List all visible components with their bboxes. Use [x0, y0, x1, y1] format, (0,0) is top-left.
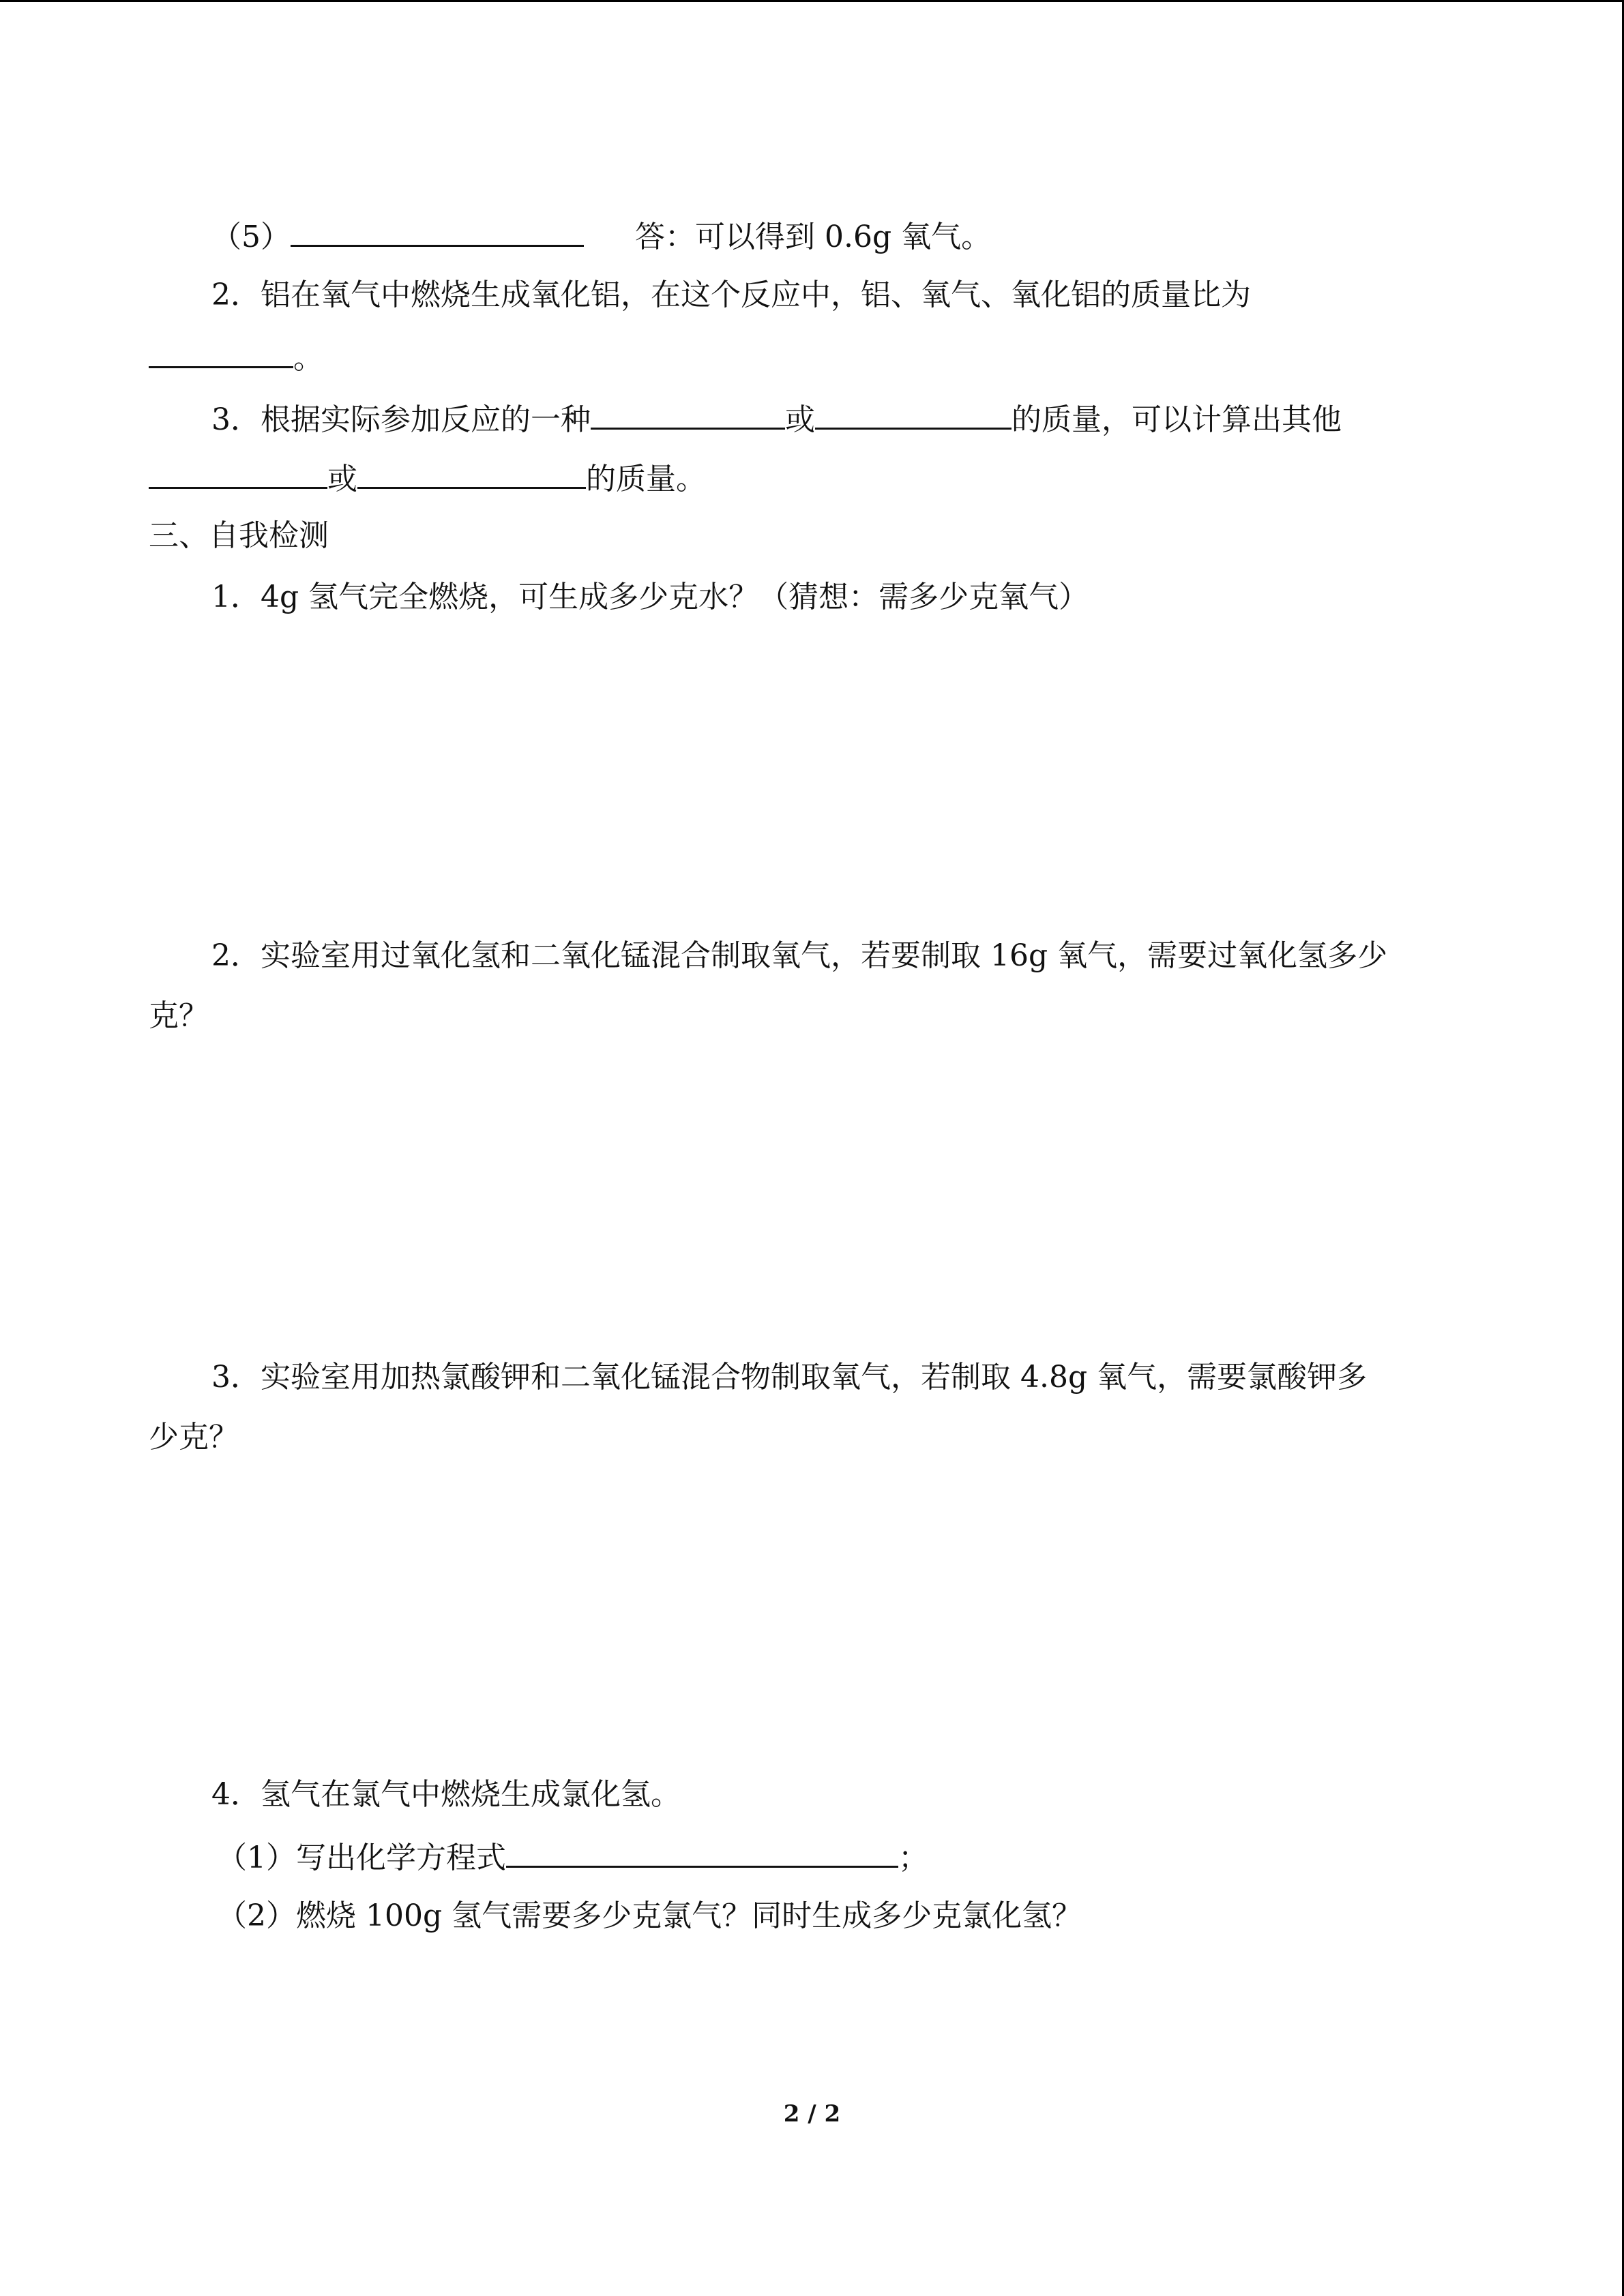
q3-blank-3[interactable] [149, 457, 327, 489]
task-4-1 [217, 1836, 928, 1879]
q3-blank-2[interactable] [815, 398, 1012, 430]
q3-line-2 [149, 457, 706, 500]
q2-end: 。 [293, 341, 323, 376]
task-4-2-text: （2）燃烧 100g 氢气需要多少克氯气？同时生成多少克氯化氢？ [217, 1898, 1082, 1933]
page-number: 2 / 2 [783, 2100, 841, 2128]
task-4-1-blank[interactable] [506, 1836, 898, 1868]
q3-end: 的质量，可以计算出其他 [1012, 402, 1342, 437]
section-3-title-text: 三、自我检测 [149, 518, 329, 553]
q3-or-1: 或 [785, 402, 815, 437]
task-2-text-cont: 克？ [149, 998, 209, 1033]
q5-label: （5） [211, 220, 291, 254]
task-4 [211, 1774, 681, 1815]
q3-start: 3．根据实际参加反应的一种 [211, 402, 591, 437]
task-2-cont [149, 996, 209, 1037]
task-3-cont [149, 1417, 239, 1458]
task-4-text: 4．氢气在氯气中燃烧生成氯化氢。 [211, 1777, 681, 1812]
section-3-title [149, 516, 329, 556]
task-4-1-text: （1）写出化学方程式 [217, 1840, 506, 1875]
q5-blank[interactable] [291, 215, 584, 247]
q2-line-2 [149, 336, 323, 379]
q3-or-2: 或 [327, 462, 357, 496]
page-border-top [0, 0, 1624, 2]
q3-line [211, 398, 1342, 441]
task-3-text-cont: 少克？ [149, 1420, 239, 1455]
task-1-text: 1．4g 氢气完全燃烧，可生成多少克水？（猜想：需多少克氧气） [211, 580, 1089, 614]
task-4-1-end: ； [898, 1840, 928, 1875]
task-3 [211, 1357, 1367, 1398]
task-3-text: 3．实验室用加热氯酸钾和二氧化锰混合物制取氧气，若制取 4.8g 氧气，需要氯酸钾多 [211, 1360, 1368, 1395]
q2-text: 2．铝在氧气中燃烧生成氧化铝，在这个反应中，铝、氧气、氧化铝的质量比为 [211, 278, 1251, 312]
q3-end-2: 的质量。 [586, 462, 706, 496]
q3-blank-4[interactable] [357, 457, 586, 489]
task-2 [211, 936, 1387, 976]
q5-line [211, 215, 991, 258]
q5-answer: 答：可以得到 0.6g 氧气。 [635, 220, 992, 254]
task-2-text: 2．实验室用过氧化氢和二氧化锰混合制取氧气，若要制取 16g 氧气，需要过氧化氢多少 [211, 938, 1388, 973]
q2-blank[interactable] [149, 336, 293, 368]
task-4-2 [217, 1896, 1082, 1937]
task-1 [211, 577, 1089, 618]
q3-blank-1[interactable] [591, 398, 785, 430]
q2-line [211, 275, 1251, 316]
